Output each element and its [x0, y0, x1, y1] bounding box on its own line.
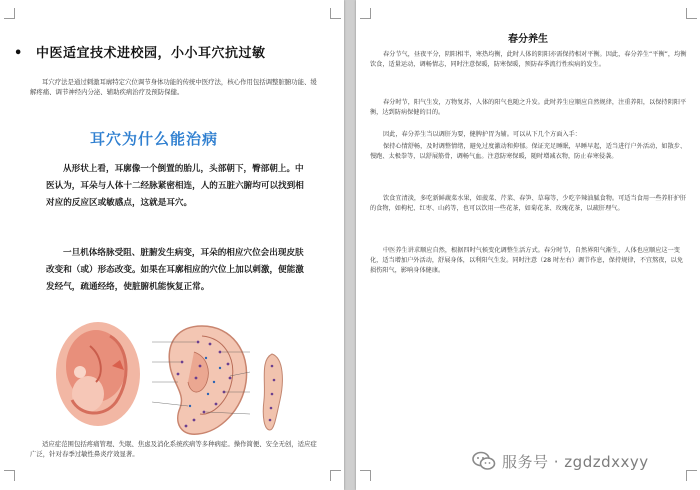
crop-mark: [330, 8, 341, 19]
page-title: 春分养生: [508, 34, 548, 45]
crop-mark: [4, 470, 15, 481]
crop-mark: [686, 8, 697, 19]
crop-mark: [360, 470, 371, 481]
crop-mark: [360, 8, 371, 19]
ear-acupoint-chart: [150, 322, 254, 438]
paragraph-6: 中医养生讲求顺应自然，根据四时气候变化调整生活方式。春分时节，自然界阳气渐生，人体也应顺应这一变化，适当增加户外活动，舒展身体，以利阳气生发。同时注意（28 时左右）调节作息，保持规律，不宜熬夜，以免损伤阳气，影响身体健康。: [370, 247, 684, 274]
intro-paragraph: 耳穴疗法是通过刺激耳廓特定穴位调节身体功能的传统中医疗法，核心作用包括调整脏腑功能、缓解疼痛、调节神经内分泌、辅助疾病治疗及预防保健。: [30, 78, 317, 96]
paragraph-4: 保持心情舒畅，及时调整情绪，避免过度激动和抑郁。保证充足睡眠，早睡早起，适当进行户外活动，如散步、慢跑、太极拳等，以舒展筋骨，调畅气血。注意防寒保暖，随时增减衣物，防止春寒侵袭。: [370, 143, 687, 160]
crop-mark: [4, 8, 15, 19]
bullet-point: •: [14, 46, 23, 61]
paragraph-5: 饮食宜清淡，多吃新鲜蔬菜水果，如菠菜、芹菜、春笋、草莓等，少吃辛辣油腻食物。可适当食用一些养肝护肝的食物，如枸杞、红枣、山药等，也可以饮用一些花茶，如菊花茶、玫瑰花茶，以疏肝理气。: [370, 195, 687, 212]
body-paragraph-1: 从形状上看，耳廓像一个倒置的胎儿，头部朝下，臀部朝上。中医认为，耳朵与人体十二经脉紧密相连，人的五脏六腑均可以找到相对应的反应区或敏感点，这就是耳穴。: [46, 164, 304, 208]
fetus-illustration: [50, 316, 146, 432]
page-title: [14, 42, 334, 61]
crop-mark: [330, 470, 341, 481]
paragraph-3: 因此，春分养生当以调肝为要，健脾护胃为辅。可以从下几个方面入手：: [383, 131, 581, 138]
section-heading: 耳穴为什么能治病: [90, 130, 219, 148]
left-document-page: [0, 0, 344, 490]
ear-back-illustration: [258, 352, 286, 432]
paragraph-2: 春分时节，阳气生发，万物复苏，人体的阳气也随之升发。此时养生应顺应自然规律，注重养阳，以保持阴阳平衡，达到防病保健的目的。: [370, 99, 687, 116]
crop-mark: [686, 470, 697, 481]
paragraph-1: 春分节气，昼夜平分，阴阳相半，寒热均衡，此时人体的阴阳亦需保持相对平衡。因此，春分养生“平衡”，均衡饮食，适量运动，调畅情志，同时注意保暖，防寒保暖，预防春季流行性疾病的发生。: [370, 51, 687, 68]
watermark-text: 服务号 · zgdzdxxyy: [502, 452, 649, 471]
footer-paragraph: 适应症范围包括疼痛管理、失眠、焦虑及消化系统疾病等多种病症。操作简便、安全无创，适应症广泛，针对春季过敏性鼻炎疗效显著。: [30, 440, 317, 458]
watermark: [472, 448, 649, 474]
chat-bubble-icon: [472, 449, 496, 473]
body-paragraph-2: 一旦机体络脉受阻、脏腑发生病变，耳朵的相应穴位会出现皮肤改变和（或）形态改变。如果在耳廓相应的穴位上加以刺激，便能激发经气，疏通经络，使脏腑机能恢复正常。: [46, 248, 304, 292]
title-text: 中医适宜技术进校园，小小耳穴抗过敏: [36, 46, 266, 61]
right-document-page: [356, 0, 700, 490]
